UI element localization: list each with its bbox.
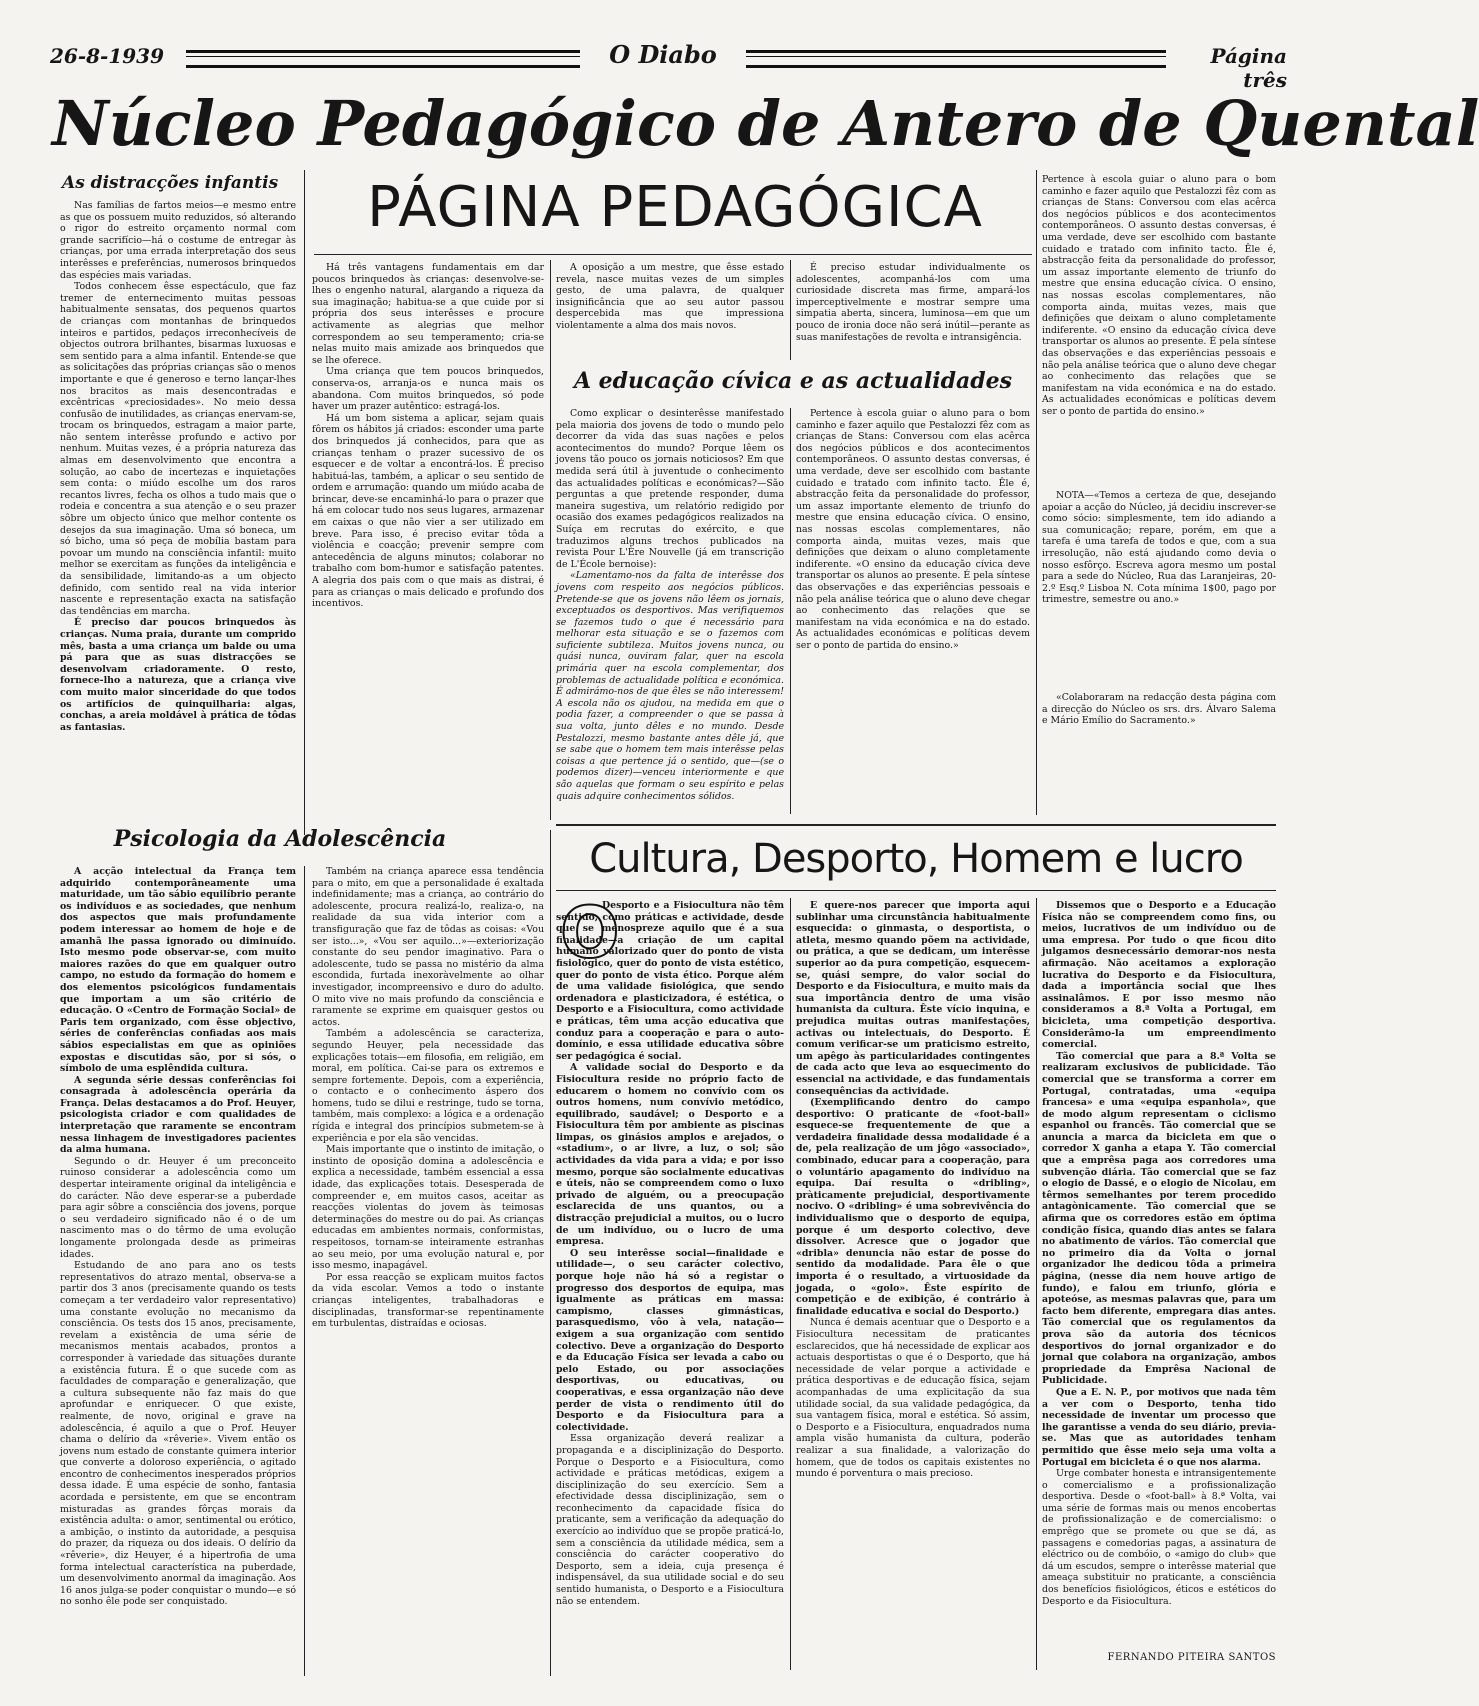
paragraph: Também na criança aparece essa tendência para o mito, em que a personalidade é exaltada indefinidamente; mas a criança, ao contrário do adolescente, procura realizá-lo, realiza-o, na realidade da sua vida interior com a transfiguração que faz de tôdas as coisas: «Vou ser isto...», «Vou ser aquilo...»—exteriorização constante do seu pendor imaginativo. Para o adolescente, tudo se passa no mistério da alma escondida, furtada inexoràvelmente ao olhar investigador, incompreensivo e duro do adulto. O mito vive no mais profundo da consciência e raramente se exprime em quaisquer gestos ou actos. — [312, 866, 544, 1028]
column-rule — [790, 260, 791, 360]
paragraph: Todos conhecem êsse espectáculo, que faz tremer de enternecimento muitas pessoas habitualmente sensatas, dos pequenos quartos de crianças com montanhas de brinquedos inteiros e partidos, pedaços irreconhecíveis de objectos outrora brilhantes, bisarmas luxuosas e sem sentido para a alma infantil. Entende-se que as solicitações das próprias crianças são o menos importante e que é generoso e terno lançar-lhes nos bracitos as mais desencontradas e excêntricas «preciosidades». No meio dessa confusão de inutilidades, as crianças enervam-se, trocam os brinquedos, estragam a maior parte, não sentem interêsse profundo e activo por nenhum. Muitas vezes, é a própria natureza das almas em desenvolvimento que encontra a solução, ao cabo de incertezas e inquietações sem conta: o miúdo escolhe um dos raros recantos livres, fecha os olhos a tudo mais que o rodeia e concentra a sua atenção e o seu prazer sôbre um objecto único que melhor contente os desejos da sua imaginação. Uma só boneca, um só bicho, uma só peça de mobília bastam para povoar um mundo na consciência infantil: muito melhor se exercitam as funções da inteligência e da sensibilidade, limitando-as a um objecto definido, com sentido real na vida interior nascente e representação exacta na satisfação das tendências em marcha. — [60, 281, 297, 617]
paragraph: Estudando de ano para ano os tests representativos do atrazo mental, observa-se a partir dos 3 anos (precisamente quando os tests começam a ter verdadeiro valor representativo) uma constante evolução no mecanismo da consciência. Os tests dos 15 anos, precisamente, revelam a existência de uma série de mecanismos mentais acabados, prontos a corresponder à variedade das situações durante a existência futura. É o que sucede com as faculdades de comparação e generalização, que a cultura subsequente não faz mais do que aprofundar e enriquecer. O que existe, realmente, de novo, original e grave na adolescência, é aquilo a que o Prof. Heuyer chama o delírio da «rêverie». Vivem então os jovens num estado de constante quimera interior que converte a doloroso experiência, o agitado encontro de conhecimentos inesperados próprios dessa idade. É uma espécie de sonho, fantasia acordada e persistente, em que se encontram misturadas as grandes fôrças morais da existência adulta: o amor, sentimental ou erótico, a ambição, o instinto da autoridade, a pesquisa do prazer, da riqueza ou dos ideais. O delírio da «rêverie», diz Heuyer, é a hipertrofia de uma forma intelectual característica na puberdade, um desenvolvimento anormal da imaginação. Aos 16 anos julga-se poder conquistar o mundo—e só no sonho êle pode ser conquistado. — [60, 1260, 296, 1608]
masthead-date: 26-8-1939 — [50, 44, 165, 68]
column-rule — [790, 898, 791, 1670]
paragraph: Dissemos que o Desporto e a Educação Física não se compreendem como fins, ou meios, lucrativos de um indivíduo ou de uma empresa. Por tudo o que ficou dito julgamos desnecessário demorar-nos nesta afirmação. Não aceitamos a exploração lucrativa do Desporto e da Fisiocultura, dada a importância social que lhes assinalâmos. E por isso mesmo não consideramos a 8.ª Volta a Portugal, em bicicleta, uma competição desportiva. Considerâmo-la um empreendimento comercial. — [1042, 900, 1276, 1051]
masthead-rule-left — [186, 50, 580, 68]
paragraph: Urge combater honesta e intransigentemente o comercialismo e a profissionalização desportiva. Desde o «foot-ball» à 8.ª Volta, vai uma série de formas mais ou menos encobertas de profissionalização e de comercialismo: o emprêgo que se promete ou que se dá, as passagens e comedorias pagas, a assinatura de eléctrico ou de combóio, o «amigo do club» que dá um escudos, sempre o interêsse material que ameaça substituir no praticante, a consciência dos benefícios fisiológicos, éticos e estéticos do Desporto e da Fisiocultura. — [1042, 1468, 1276, 1607]
title-rule — [314, 254, 1032, 255]
nota-text: NOTA—«Temos a certeza de que, desejando apoiar a acção do Núcleo, já decidiu inscrever-se como sócio: simplesmente, tem ido adiando a sua comunicação; repare, porém, em que a tarefa é uma tarefa de todos e que, com a sua irresolução, não está ajudando como devia o nosso esfôrço. Escreva agora mesmo um postal para a sede do Núcleo, Rua das Laranjeiras, 20-2.º Esq.º Lisboa N. Cota mínima 1$00, pago por trimestre, semestre ou ano.» — [1042, 490, 1276, 606]
dropcap: O — [560, 892, 620, 974]
paragraph: É preciso dar poucos brinquedos às crianças. Numa praia, durante um comprido mês, basta a uma criança um balde ou uma pá para que as suas distracções se desenvolvam criadoramente. O resto, fornece-lho a natureza, que a criança vive com muito maior sinceridade do que todos os artifícios de quinquilharia: algas, conchas, a areia moldável à prática de tôdas as fantasias. — [60, 617, 296, 733]
column-rule — [790, 408, 791, 814]
column-rule — [550, 830, 551, 1676]
masthead-page-label: Página três — [1210, 44, 1287, 92]
paragraph: Segundo o dr. Heuyer é um preconceito ruinoso considerar a adolescência como um despertar inteiramente original da inteligência e do carácter. Não deve esperar-se a puberdade para agir sôbre a consciência dos jovens, porque o seu verdadeiro significado não é o de um nascimento mas o do têrmo de uma evolução longamente prolongada desde as primeiras idades. — [60, 1155, 296, 1260]
masthead-rule-right — [746, 50, 1166, 68]
paragraph: Desporto e a Fisiocultura não têm sentido, como práticas e actividade, desde que se menospreze aquilo que é a sua finalidade—a criação de um capital humano valorizado quer do ponto de vista fisiológico, quer do ponto de vista estético, quer do ponto de vista ético. Porque além de uma validade fisiológica, que sendo ordenadora e plasticizadora, é estética, o Desporto e a Fisiocultura, como actividade e práticas, têm uma acção educativa que conduz para a cooperação e para o auto-domínio, e essa utilidade educativa sôbre ser pedagógica é social. — [556, 900, 784, 1062]
cultura-col5 — [1042, 900, 1276, 1648]
paragraph: Também a adolescência se caracteriza, segundo Heuyer, pela necessidade das explicações totais—em filosofia, em religião, em moral, em política. Cai-se para os extremos e sempre fortemente. Depois, com a experiência, o contacto e o conhecimento áspero dos homens, tudo se dilui e restringe, tudo se torna, também, mais complexo: a lógica e a ordenação rígida e integral dos princípios submetem-se à experiência e por ela são vencidas. — [312, 1028, 544, 1144]
paragraph: A acção intelectual da França tem adquirido contemporâneamente uma maturidade, um tão sábio equilíbrio perante os indivíduos e as sociedades, que nenhum dos aspectos que mais profundamente podem interessar ao homem de hoje e de amanhã lhe passa ignorado ou diminuído. Isto mesmo pode observar-se, com muito maiores razões do que em qualquer outro campo, no estudo da formação do homem e dos elementos psicológicos fundamentais que importam a um são critério de educação. O «Centro de Formação Social» de Paris tem organizado, com êsse objectivo, séries de conferências confiadas aos mais sábios especialistas em que as opiniões expostas e discutidas são, por si sós, o símbolo de uma esplêndida cultura. — [60, 866, 296, 1075]
nota-block — [1042, 490, 1276, 670]
cultura-col3 — [556, 892, 784, 1670]
column-rule — [1036, 898, 1037, 1670]
paragraph: É preciso estudar individualmente os adolescentes, acompanhá-los com uma curiosidade discreta mas firme, ampará-los imperceptivelmente e mostrar sempre uma simpatia aberta, sincera, luminosa—em que um pouco de ironia doce não será inútil—perante as suas manifestações de revolta e intransigência. — [796, 262, 1030, 343]
educacao-col4 — [796, 408, 1030, 814]
section-rule — [556, 824, 1276, 826]
psicologia-col2 — [312, 866, 544, 1676]
paragraph: Uma criança que tem poucos brinquedos, conserva-os, arranja-os e nunca mais os abandona. Com muitos brinquedos, só pode haver um prazer autêntico: estragá-los. — [312, 366, 544, 413]
cultura-col4 — [796, 900, 1030, 1670]
column-rule — [304, 866, 305, 1676]
paragraph: Pertence à escola guiar o aluno para o bom caminho e fazer aquilo que Pestalozzi fêz com as crianças de Stans: Conversou com elas acêrca dos negócios públicos e dos acontecimentos contemporâneos. O assunto destas conversas, é uma verdade, deve ser escolhido com bastante cuidado e tratado com infinito tacto. Êle é, abstracção feita da personalidade do professor, um assaz importante elemento de triunfo do mestre que ensina educação cívica. O ensino, nas nossas escolas complementares, não comporta ainda, muitas vezes, mais que definições que deixam o aluno completamente indiferente. «O ensino da educação cívica deve transportar os alunos ao presente. É pela síntese das observações e das experiências pessoais e não pela análise teórica que o aluno deve chegar ao conhecimento das relações que se manifestam na vida económica e na do estado. As actualidades económicas e políticas devem ser o ponto de partida do ensino.» — [796, 408, 1030, 651]
paragraph: Como explicar o desinterêsse manifestado pela maioria dos jovens de todo o mundo pelo decorrer da vida das suas nações e pelos acontecimentos do mundo? Porque lêem os jovens tão pouco os jornais noticiosos? Em que medida será útil à juventude o conhecimento das actualidades políticas e económicas?—São perguntas a que pretende responder, duma maneira sugestiva, um relatório redigido por ocasião dos exames pedagógicos realizados na Suíça em recrutas do exército, e que traduzimos alguns trechos publicados na revista Pour L'Ère Nouvelle (já em transcrição de L'École bernoise): — [556, 408, 784, 570]
paragraph: Há um bom sistema a aplicar, sejam quais fôrem os hábitos já criados: esconder uma parte dos brinquedos já conhecidos, para que as crianças tenham o prazer sucessivo de os esquecer e de voltar a encontrá-los. É preciso habituá-las, também, a aplicar o seu sentido de ordem e arrumação: quando um miúdo acaba de brincar, deve-se encaminhá-lo para o prazer que há em colocar tudo nos seus lugares, armazenar em caixas o que não vier a ser utilizado em breve. Para isso, é preciso evitar tôda a violência e coacção; prevenir sempre com antecedência de alguns minutos; colaborar no trabalho com bom-humor e satisfação patentes. A alegria dos pais com o que mais as distrai, é para as crianças o mais delicado e profundo dos incentivos. — [312, 412, 544, 610]
paragraph: (Exemplificando dentro do campo desportivo: O praticante de «foot-ball» esquece-se frequentemente de que a verdadeira finalidade dessa modalidade é a de, pela realização de um jôgo «associado», combinado, educar para a cooperação, para o voluntário apagamento do indivíduo na equipa. Daí resulta o «dribling», pràticamente prejudicial, desportivamente nocivo. O «dribling» é uma sobrevivência do individualismo que o desporto de equipa, porque é um desporto colectivo, deve dissolver. Acresce que o jogador que «dribla» denuncia não estar de posse do sentido da modalidade. Para êle o que importa é o resultado, a virtuosidade da jogada, o «golo». Êste espírito de competição e de exibição, é contrário à finalidade educativa e social do Desporto.) — [796, 1097, 1030, 1317]
page-title: PÁGINA PEDAGÓGICA — [367, 175, 983, 240]
paragraph: A validade social do Desporto e da Fisiocultura reside no próprio facto de educarem o homem no convívio com os outros homens, num convívio metódico, equilibrado, saudável; o Desporto e a Fisiocultura têm por ambiente as piscinas limpas, os ginásios amplos e arejados, o «stadium», o ar livre, a luz, o sol; são actividades da vida para a vida; e por isso mesmo, porque são socialmente educativas e úteis, não se compreendem como o luxo privado de alguém, ou a preocupação esclarecida de uns quantos, ou a distracção prejudicial a muitos, ou o lucro de um indivíduo, ou o lucro de uma empresa. — [556, 1062, 784, 1248]
colaboracao-block — [1042, 692, 1276, 762]
paragraph: E quere-nos parecer que importa aqui sublinhar uma circunstância habitualmente esquecida: o ginmasta, o desportista, o atleta, mesmo quando põem na actividade, ou prática, a que se dedicam, um interêsse superior ao da pura competição, esquecem-se, quási sempre, do valor social do Desporto e da Fisiocultura, e muito mais da sua importância dentro de uma visão humanista da cultura. Êste vício inquina, e prejudica muitas outras manifestações, activas ou intelectuais, do Desporto. É comum verificar-se um praticismo estreito, um apêgo às particularidades contingentes de cada acto que leva ao esquecimento do essencial na actividade, e das fundamentais consequências da actividade. — [796, 900, 1030, 1097]
distraccoes-col2 — [312, 262, 544, 834]
paragraph: O seu interêsse social—finalidade e utilidade—, o seu carácter colectivo, porque hoje não há só a registar o progresso dos desportos de equipa, mas igualmente as práticas em massa: campismo, classes gimnásticas, parasquedismo, vôo à vela, natação—exigem a sua organização com sentido colectivo. Deve a organização do Desporto e da Educação Física ser levada a cabo ou pelo Estado, ou por associações desportivas, ou educativas, ou cooperativas, e essa organização não deve perder de vista o rendimento útil do Desporto e da Fisiocultura para a colectividade. — [556, 1247, 784, 1433]
paragraph: Há três vantagens fundamentais em dar poucos brinquedos às crianças: desenvolve-se-lhes o engenho natural, alargando a riqueza da sua imaginação; habitua-se a que cuide por si própria dos seus interêsses e procure activamente as alegrias que melhor correspondem ao seu temperamento; cria-se nelas muito mais amizade aos brinquedos que se lhe oferece. — [312, 262, 544, 366]
paragraph: Mais importante que o instinto de imitação, o instinto de oposição domina a adolescência e explica a necessidade, também essencial a essa idade, das explicações totais. Desesperada de compreender e, em muitos casos, aceitar as reacções violentas do jovem às teimosas determinações do mestre ou do pai. As crianças educadas em ambientes normais, conformistas, respeitosos, tornam-se inteiramente estranhas ao seu meio, por uma evolução natural e, por isso mesmo, inapagável. — [312, 1144, 544, 1272]
cultura-heading: Cultura, Desporto, Homem e lucro — [589, 836, 1243, 882]
column-rule — [1036, 170, 1037, 815]
paragraph: Tão comercial que para a 8.ª Volta se realizaram exclusivos de publicidade. Tão comercial que se transforma a correr em Portugal, contratadas, uma «equipa francesa» e uma «equipa espanhola», que de modo algum representam o ciclismo espanhol ou francês. Tão comercial que se anuncia a marca da bicicleta em que o corredor X ganha a etapa Y. Tão comercial que a emprêsa paga aos corredores uma subvenção diária. Tão comercial que se faz o elogio de Dassé, e o elogio de Nicolau, em têrmos semelhantes por terem procedido antagònicamente. Tão comercial que se afirma que os corredores estão em óptima condição física, quando dias antes se falara no abatimento de vários. Tão comercial que no primeiro dia da Volta o jornal organizador lhe dedicou tôda a primeira página, (nesse dia nem houve artigo de fundo), e falou em triunfo, glória e apoteóse, as mesmas palavras que, para um facto bem diferente, empregara dias antes. Tão comercial que os regulamentos da prova são da autoria dos técnicos desportivos do jornal organizador e do jornal que colabora na organização, ambos propriedade da Emprêsa Nacional de Publicidade. — [1042, 1050, 1276, 1387]
paragraph: Pertence à escola guiar o aluno para o bom caminho e fazer aquilo que Pestalozzi fêz com as crianças de Stans: Conversou com elas acêrca dos negócios públicos e dos acontecimentos contemporâneos. O assunto destas conversas, é uma verdade, deve ser escolhido com bastante cuidado e tratado com infinito tacto. Êle é, abstracção feita da personalidade do professor, um assaz importante elemento de triunfo do mestre que ensina educação cívica. O ensino, nas nossas escolas complementares, não comporta ainda, muitas vezes, mais que definições que deixam o aluno completamente indiferente. «O ensino da educação cívica deve transportar os alunos ao presente. É pela síntese das observações e das experiências pessoais e não pela análise teórica que o aluno deve chegar ao conhecimento das relações que se manifestam na vida económica e na do estado. As actualidades económicas e políticas devem ser o ponto de partida do ensino.» — [1042, 174, 1276, 417]
paragraph: A oposição a um mestre, que êsse estado revela, nasce muitas vezes de um simples gesto, de uma palavra, de qualquer insignificância que ao seu autor passou despercebida mas que impressiona violentamente a alma dos mais novos. — [556, 262, 784, 331]
psicologia-heading: Psicologia da Adolescência — [113, 826, 447, 852]
educacao-lead-col3 — [556, 262, 784, 362]
author-signature: FERNANDO PITEIRA SANTOS — [1107, 1652, 1276, 1663]
educacao-lead-col4 — [796, 262, 1030, 362]
paragraph: Nas famílias de fartos meios—e mesmo entre as que os possuem muito reduzidos, só alterando o rigor do estreito orçamento normal com grande sacrifício—há o costume de entregar às crianças, por uma errada interpretação dos seus interêsses e preferências, numerosos brinquedos das espécies mais variadas. — [60, 200, 296, 281]
educacao-heading: A educação cívica e as actualidades — [573, 368, 1013, 394]
paragraph: A segunda série dessas conferências foi consagrada à adolescência operária da França. Delas destacamos a do Prof. Heuyer, psicologista criador e com qualidades de interpretação que raramente se encontram nessa linhagem de investigadores pacientes da alma humana. — [60, 1074, 296, 1156]
masthead-paper-name: O Diabo — [609, 40, 717, 69]
distraccoes-col1 — [60, 200, 296, 830]
distraccoes-heading: As distracções infantis — [62, 173, 279, 193]
educacao-col3 — [556, 408, 784, 814]
paragraph: «Lamentamo-nos da falta de interêsse dos jovens com respeito aos negócios públicos. Pretende-se que os jovens não lêem os jornais, exceptuados os desportivos. Mas verifiquemos se fazemos tudo o que é necessário para melhorar esta situação e se o fazemos com suficiente subtileza. Muitos jovens nunca, ou quási nunca, ouviram falar, quer na escola primária quer na escola complementar, dos problemas de actualidade política e económica. É admirámo-nos de que êles se não interessem! A escola não os ajudou, na medida em que o podia fazer, a compreender o que se passa à sua volta, junto dêles e no mundo. Desde Pestalozzi, mesmo bastante antes dêle já, que se sabe que o homem tem mais interêsse pelas coisas a que pertence já o sentido, que—(se o podemos dizer)—venceu interiormente e que são aquelas que formam o seu espírito e pelas quais adquire conhecimentos sólidos. — [556, 570, 784, 802]
paragraph: Que a E. N. P., por motivos que nada têm a ver com o Desporto, tenha tido necessidade de inventar um processo que lhe garantisse a venda do seu diário, previa-se. Mas que as autoridades tenham permitido que êsse meio seja uma volta a Portugal em bicicleta é o que nos alarma. — [1042, 1386, 1276, 1468]
colaboracao-text: «Colaboraram na redacção desta página com a direcção do Núcleo os srs. drs. Álvaro Salema e Mário Emílio do Sacramento.» — [1042, 692, 1276, 727]
section-rule — [556, 890, 1276, 891]
column-rule — [304, 170, 305, 835]
column-rule — [550, 260, 551, 820]
paragraph: Essa organização deverá realizar a propaganda e a disciplinização do Desporto. Porque o Desporto e a Fisiocultura, como actividade e práticas metódicas, exigem a disciplinização do seu exercício. Sem a efectividade dessa disciplinização, sem o reconhecimento da capacidade física do praticante, sem a verificação da adequação do exercício ao indivíduo que se propõe praticá-lo, sem a consciência da utilidade médica, sem a consciência do carácter cooperativo do Desporto, sem a ideia, cuja presença é indispensável, da sua utilidade social e do seu sentido humanista, o Desporto e a Fisiocultura não se entendem. — [556, 1433, 784, 1607]
paragraph: Por essa reacção se explicam muitos factos da vida escolar. Vemos a todo o instante crianças inteligentes, trabalhadoras e disciplinadas, transformar-se repentinamente em turbulentas, distraídas e ociosas. — [312, 1271, 544, 1330]
main-title: Núcleo Pedagógico de Antero de Quental — [52, 87, 1479, 160]
paragraph: Nunca é demais acentuar que o Desporto e a Fisiocultura necessitam de praticantes esclarecidos, que há necessidade de explicar aos actuais desportistas o que é o Desporto, que há necessidade de velar porque a actividade e prática desportivas e de educação física, sejam acompanhadas de uma explicitação da sua utilidade social, da sua validade pedagógica, da sua vantagem física, moral e estética. Só assim, o Desporto e a Fisiocultura, enquadrados numa ampla visão humanista da cultura, poderão realizar a sua finalidade, a valorização do homem, que de todos os capitais existentes no mundo é porventura o mais precioso. — [796, 1317, 1030, 1480]
psicologia-col1 — [60, 866, 296, 1676]
